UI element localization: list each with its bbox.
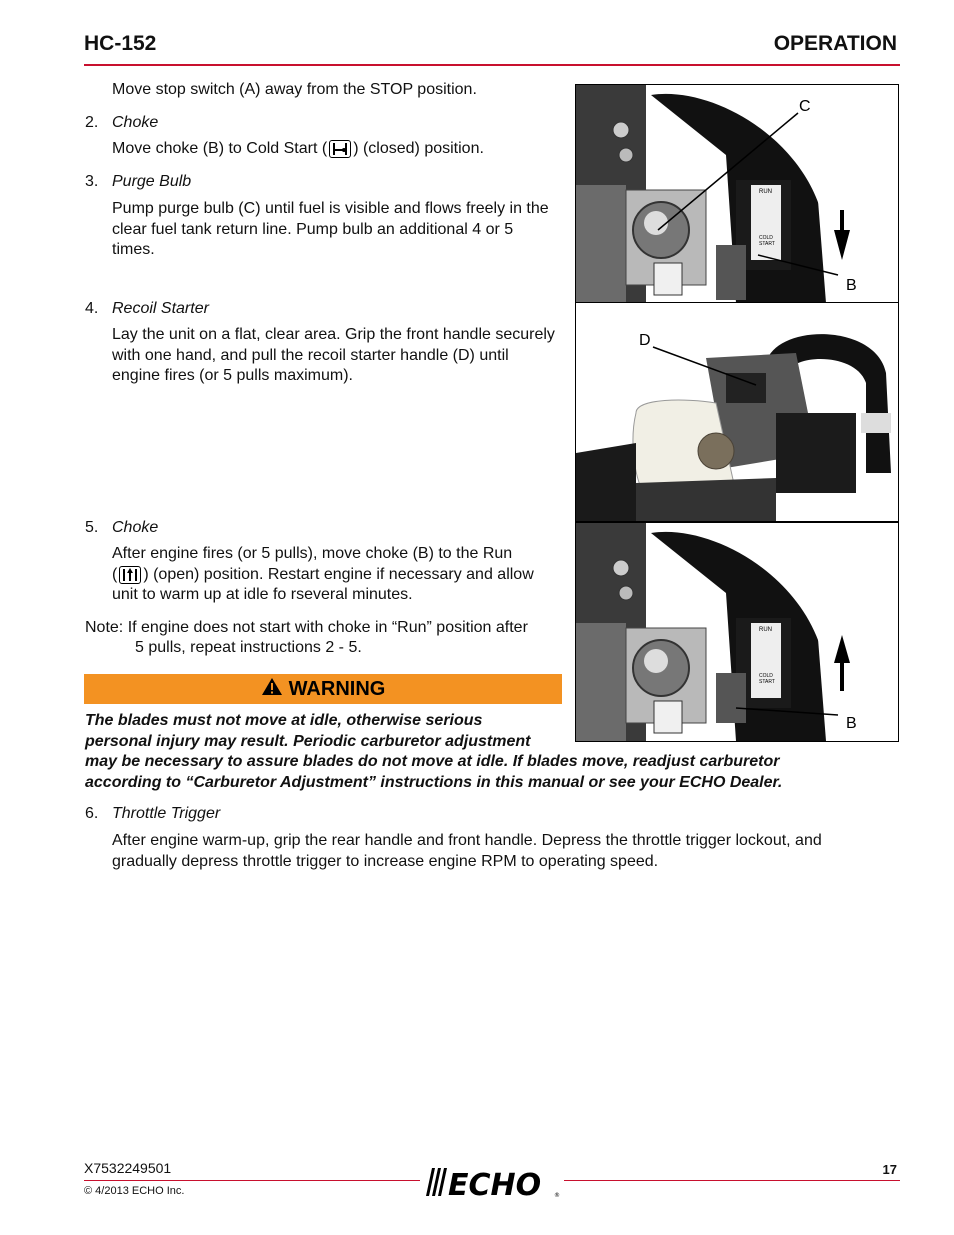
- svg-text:ECHO: ECHO: [448, 1168, 542, 1198]
- step-3-number: 3.: [85, 173, 99, 190]
- step-6-title: Throttle Trigger: [112, 805, 221, 822]
- part-number: X7532249501: [84, 1160, 172, 1176]
- cold-start-icon: [329, 140, 351, 158]
- step-6-number: 6.: [85, 805, 99, 822]
- label-b-run: B: [846, 715, 857, 732]
- figure-recoil-starter: [575, 302, 899, 522]
- step-3-text: Pump purge bulb (C) until fuel is visible and flows freely in the clear fuel tank return line. Pump bulb an additional 4 or 5 times.: [112, 200, 549, 258]
- warning-text: The blades must not move at idle, otherwise serious personal injury may result. Periodic carburetor adjustment may be necessary to assure blades do not move at idle. If blades move, readjust carburetor according to “Carburetor Adjustment” instructions in this manual or see your ECHO Dealer.: [85, 712, 783, 791]
- note-line-1: Note: If engine does not start with choke in “Run” position after: [85, 619, 528, 636]
- figure-purge-bulb: [575, 84, 899, 304]
- header-rule: [84, 64, 900, 66]
- intro-line: Move stop switch (A) away from the STOP position.: [112, 81, 477, 98]
- footer-rule-left: [84, 1180, 420, 1181]
- step-5-number: 5.: [85, 519, 99, 536]
- step-5-text: After engine fires (or 5 pulls), move choke (B) to the Run ( ) (open) position. Restart engine if necessary and allow unit to warm up at idle fo rseveral minutes.: [112, 545, 534, 603]
- warning-icon: [261, 677, 283, 702]
- page-number: 17: [882, 1162, 897, 1177]
- run-marking: RUN: [759, 189, 772, 195]
- step-4-number: 4.: [85, 300, 99, 317]
- step-6-text: After engine warm-up, grip the rear handle and front handle. Depress the throttle trigger lockout, and gradually depress throttle trigger to increase engine RPM to operating speed.: [112, 832, 822, 870]
- label-b: B: [846, 277, 857, 294]
- warning-bar: [84, 674, 562, 704]
- step-4-title: Recoil Starter: [112, 300, 209, 317]
- model-title: HC-152: [84, 32, 157, 55]
- step-3-title: Purge Bulb: [112, 173, 192, 190]
- echo-logo: [424, 1166, 564, 1198]
- run-marking-2: RUN: [759, 627, 772, 633]
- copyright: © 4/2013 ECHO Inc.: [84, 1185, 185, 1197]
- step-2-title: Choke: [112, 114, 159, 131]
- warning-label: WARNING: [288, 677, 386, 700]
- note-line-2: 5 pulls, repeat instructions 2 - 5.: [135, 639, 362, 656]
- cold-start-marking-2: COLD START: [759, 673, 775, 685]
- step-2-text: Move choke (B) to Cold Start ( ) (closed) position.: [112, 140, 484, 157]
- run-icon: [119, 566, 141, 584]
- step-4-text: Lay the unit on a flat, clear area. Grip the front handle securely with one hand, and pull the recoil starter handle (D) until engine fires (or 5 pulls maximum).: [112, 326, 555, 384]
- step-2-number: 2.: [85, 114, 99, 131]
- cold-start-marking: COLD START: [759, 235, 775, 247]
- svg-text:®: ®: [554, 1192, 560, 1198]
- figure-choke-run: [575, 522, 899, 742]
- label-c: C: [799, 98, 811, 115]
- footer-rule-right: [564, 1180, 900, 1181]
- label-d: D: [639, 332, 651, 349]
- section-title: OPERATION: [773, 32, 897, 55]
- step-5-title: Choke: [112, 519, 159, 536]
